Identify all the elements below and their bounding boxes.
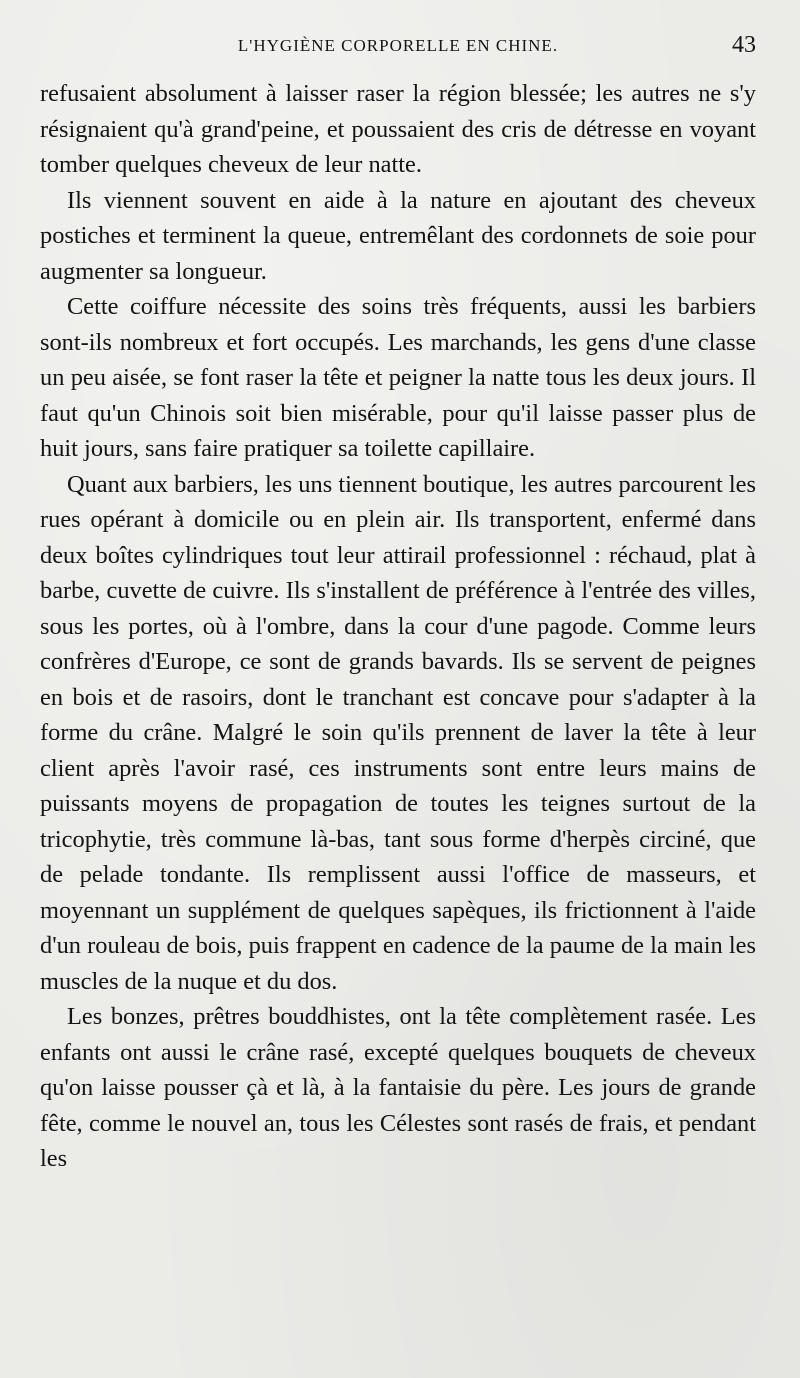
paragraph-continuation: refusaient absolument à laisser raser la région blessée; les autres ne s'y résignaient qu'à grand'peine, et poussaient des cris de détresse en voyant tomber quelques cheveux de leur natte. [40,80,756,178]
running-title: L'HYGIÈNE CORPORELLE EN CHINE. [237,36,559,55]
body-text [40,76,756,1177]
paragraph-bonzes-children: Les bonzes, prêtres bouddhistes, ont la tête complètement rasée. Les enfants ont aussi le crâne rasé, excepté quelques bouquets de cheveux qu'on laisse pousser çà et là, à la fantaisie du père. Les jours de grande fête, comme le nouvel an, tous les Célestes sont rasés de frais, et pendant les [40,1003,756,1172]
paragraph-false-hair: Ils viennent souvent en aide à la nature en ajoutant des cheveux postiches et terminent la queue, entremêlant des cordonnets de soie pour augmenter sa longueur. [40,186,756,285]
running-head [40,0,756,60]
paragraph-barbers-frequency: Cette coiffure nécessite des soins très fréquents, aussi les barbiers sont-ils nombreux et fort occupés. Les marchands, les gens d'une classe un peu aisée, se font raser la tête et peigner la natte tous les deux jours. Il faut qu'un Chinois soit bien misérable, pour qu'il laisse passer plus de huit jours, sans faire pratiquer sa toilette capillaire. [40,293,756,462]
page-number: 43 [732,32,756,58]
paragraph-barbers-practice: Quant aux barbiers, les uns tiennent boutique, les autres parcourent les rues opérant à domicile ou en plein air. Ils transportent, enfermé dans deux boîtes cylindriques tout leur attirail professionnel : réchaud, plat à barbe, cuvette de cuivre. Ils s'installent de préférence à l'entrée des villes, sous les portes, où à l'ombre, dans la cour d'une pagode. Comme leurs confrères d'Europe, ce sont de grands bavards. Ils se servent de peignes en bois et de rasoirs, dont le tranchant est concave pour s'adapter à la forme du crâne. Malgré le soin qu'ils prennent de laver la tête à leur client après l'avoir rasé, ces instruments sont entre leurs mains de puissants moyens de propagation de toutes les teignes surtout de la tricophytie, très commune là-bas, tant sous forme d'herpès circiné, que de pelade tondante. Ils remplissent aussi l'office de masseurs, et moyennant un supplément de quelques sapèques, ils frictionnent à l'aide d'un rouleau de bois, puis frappent en cadence de la paume de la main les muscles de la nuque et du dos. [40,470,756,995]
